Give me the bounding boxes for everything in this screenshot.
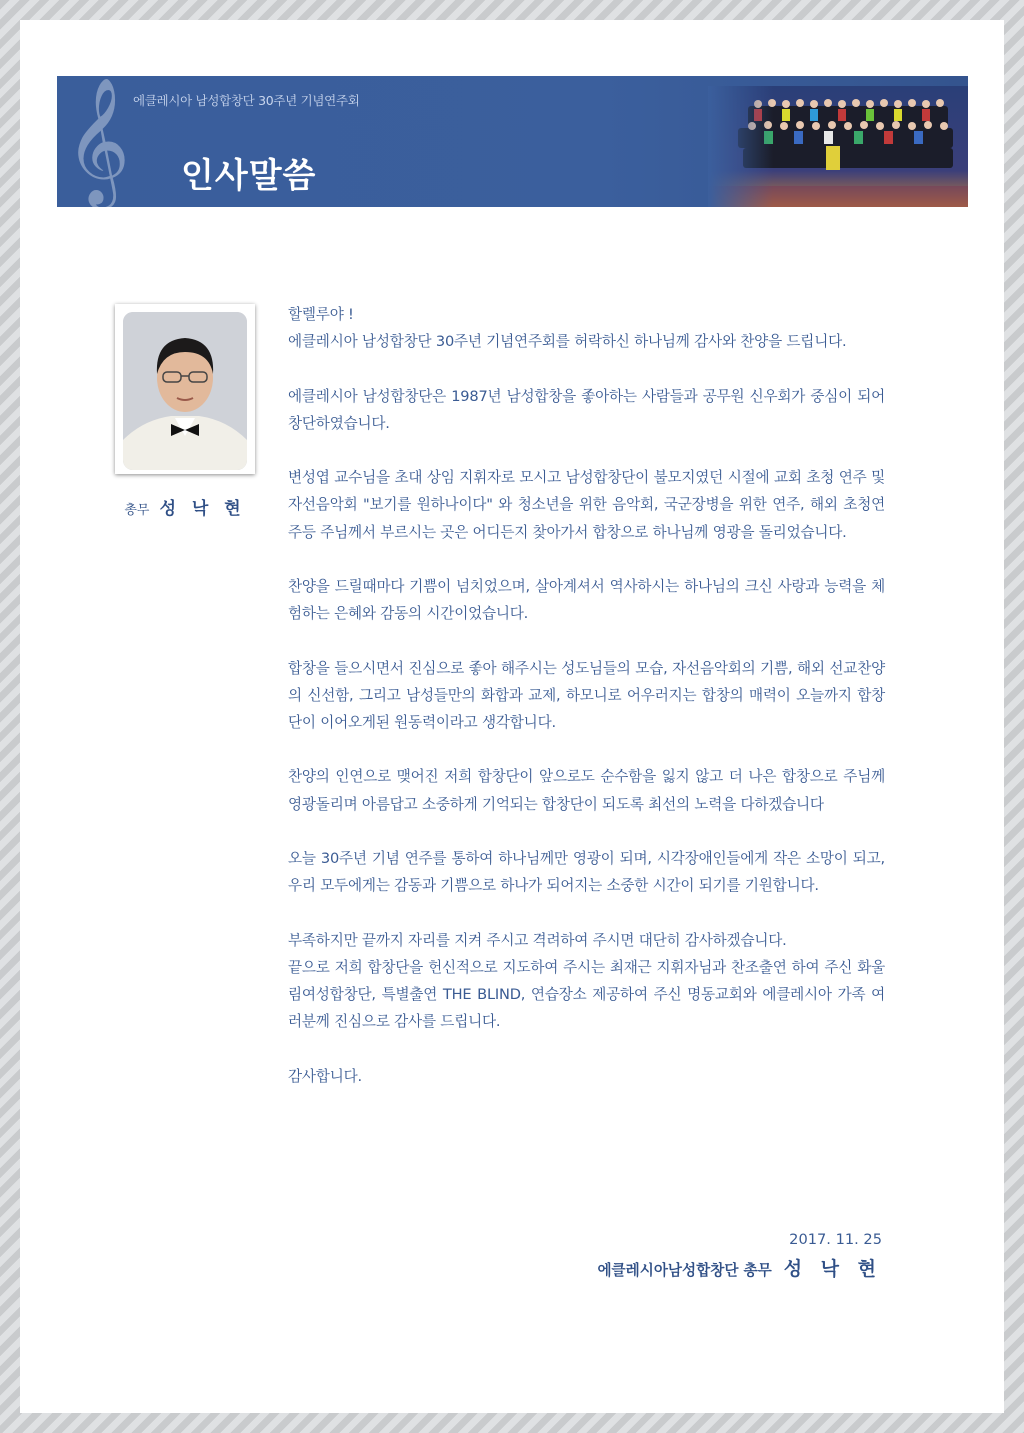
header-banner	[57, 76, 968, 207]
greeting-line: 할렐루야 !	[288, 306, 354, 323]
body-paragraph-4: 찬양을 드릴때마다 기쁨이 넘치었으며, 살아계셔서 역사하시는 하나님의 크신 사랑과 능력을 체험하는 은혜와 감동의 시간이었습니다.	[288, 577, 885, 623]
closing-paragraph-2: 끝으로 저희 합창단을 헌신적으로 지도하여 주시는 최재근 지휘자님과 찬조출연 하여 주신 화울림여성합창단, 특별출연 THE BLIND, 연습장소 제공하여 주신 명동교회와 에클레시아 가족 여러분께 진심으로 감사를 드립니다.	[288, 958, 885, 1031]
portrait-role: 총무	[124, 503, 150, 518]
banner-subtitle: 에클레시아 남성합창단 30주년 기념연주회	[133, 93, 360, 108]
portrait-caption	[115, 494, 255, 519]
signature-org-role: 에클레시아남성합창단 총무	[597, 1262, 772, 1279]
body-paragraph-6: 찬양의 인연으로 맺어진 저희 합창단이 앞으로도 순수함을 잃지 않고 더 나은 합창으로 주님께 영광돌리며 아름답고 소중하게 기억되는 합창단이 되도록 최선의 노력을 다하겠습니다	[288, 768, 885, 813]
page-title: 인사말씀	[181, 156, 317, 196]
body-paragraph-5: 합창을 들으시면서 진심으로 좋아 해주시는 성도님들의 모습, 자선음악회의 기쁨, 해외 선교찬양의 신선함, 그리고 남성들만의 화합과 교제, 하모니로 어우러지는 합창의 매력이 오늘까지 합창단이 이어오게된 원동력이라고 생각합니다.	[288, 659, 885, 731]
choir-performance-image	[708, 86, 968, 207]
signature-block	[597, 1254, 882, 1281]
portrait-photo	[123, 312, 247, 470]
page-sheet	[20, 20, 1004, 1413]
letter-date: 2017. 11. 25	[789, 1231, 882, 1248]
portrait-frame	[115, 304, 255, 474]
body-paragraph-1: 에클레시아 남성합창단 30주년 기념연주회를 허락하신 하나님께 감사와 찬양을 드립니다.	[288, 333, 847, 351]
body-paragraph-3: 변성엽 교수님을 초대 상임 지휘자로 모시고 남성합창단이 불모지였던 시절에 교회 초청 연주 및 자선음악회 "보기를 원하나이다" 와 청소년을 위한 음악회, 국군장병을 위한 연주, 해외 초청연주등 주님께서 부르시는 곳은 어디든지 찾아가서 합창으로 하나님께 영광을 돌리었습니다.	[288, 469, 885, 541]
treble-clef-icon: 𝄞	[65, 76, 131, 204]
body-paragraph-7: 오늘 30주년 기념 연주를 통하여 하나님께만 영광이 되며, 시각장애인들에게 작은 소망이 되고, 우리 모두에게는 감동과 기쁨으로 하나가 되어지는 소중한 시간이 되기를 기원합니다.	[288, 849, 885, 895]
signature-name: 성 낙 현	[783, 1258, 882, 1280]
portrait-name: 성 낙 현	[159, 499, 246, 519]
closing-paragraph-1: 부족하지만 끝까지 자리를 지켜 주시고 격려하여 주시면 대단히 감사하겠습니다.	[288, 931, 787, 949]
body-paragraph-2: 에클레시아 남성합창단은 1987년 남성합창을 좋아하는 사람들과 공무원 신우회가 중심이 되어 창단하였습니다.	[288, 387, 885, 432]
greeting-letter	[288, 301, 885, 1117]
thanks-line: 감사합니다.	[288, 1067, 362, 1085]
